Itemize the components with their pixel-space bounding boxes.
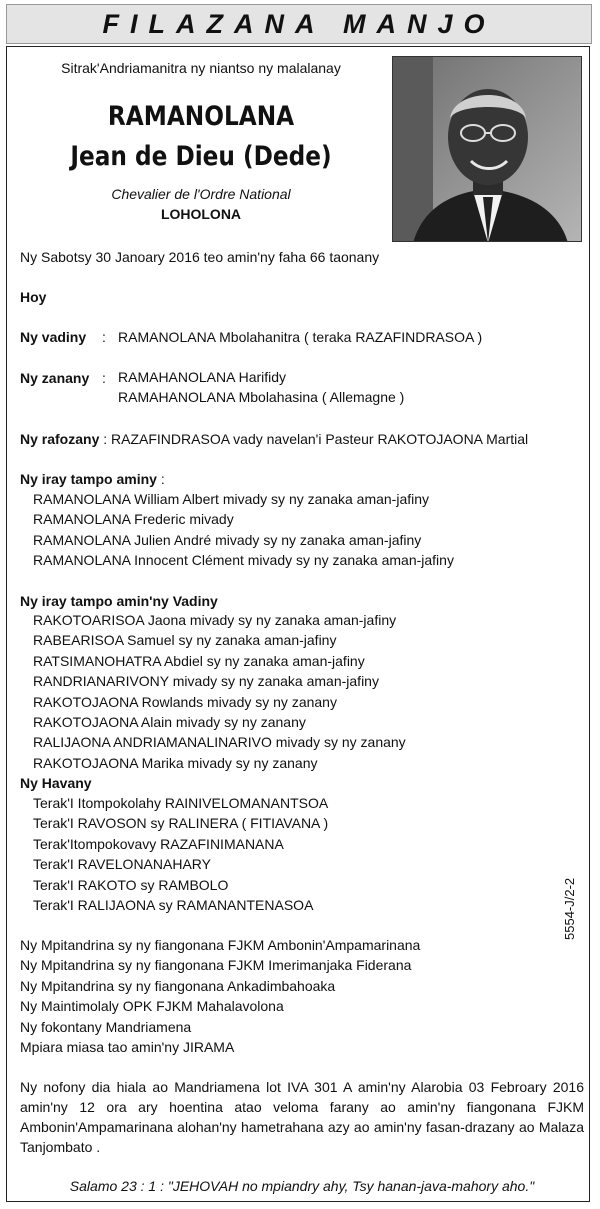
iray-tampo-list [33,489,454,571]
list-item: Terak'I RAVELONANAHARY [33,856,211,873]
list-item: Ny Maintimolaly OPK FJKM Mahalavolona [20,998,284,1015]
list-item: Mpiara miasa tao amin'ny JIRAMA [20,1039,235,1056]
list-item: Terak'Itompokovavy RAZAFINIMANANA [33,835,284,852]
honor-rank: LOHOLONA [160,206,242,222]
deceased-surname: RAMANOLANA [107,101,295,132]
list-item: RANDRIANARIVONY mivady sy ny zanaka aman-jafiny [33,673,379,690]
institutions-list [20,935,420,1057]
list-item: RAKOTOJAONA Marika mivady sy ny zanany [33,754,318,771]
iray-tampo-vadiny-label: Ny iray tampo amin'ny Vadiny [20,593,218,609]
list-item: Ny Mpitandrina sy ny fiangonana Ankadimbahoaka [20,977,336,994]
rafozany-row [20,429,528,449]
list-item: Ny fokontany Mandriamena [20,1018,192,1035]
list-item: Ny Mpitandrina sy ny fiangonana FJKM Imerimanjaka Fiderana [20,957,412,974]
deceased-portrait [392,56,582,242]
list-item: RAKOTOARISOA Jaona mivady sy ny zanaka aman-jafiny [33,612,397,628]
rafozany-value: RAZAFINDRASOA vady navelan'i Pasteur RAKOTOJAONA Martial [111,431,529,447]
reference-code: 5554-J/2-2 [562,877,577,940]
rafozany-label: Ny rafozany [20,431,100,447]
vadiny-value: RAMANOLANA Mbolahanitra ( teraka RAZAFINDRASOA ) [118,329,483,345]
funeral-paragraph: Ny nofony dia hiala ao Mandriamena lot IVA 301 A amin'ny Alarobia 03 Febroary 2016 amin'ny 12 ora ary hoentina atao veloma farany ao amin'ny fiangonana FJKM Ambonin'Ampamarinana alohan'ny hametrahana azy ao amin'ny fasan-drazany ao Malaza Tanjombato . [20,1079,584,1155]
intro-line: Sitrak'Andriamanitra ny niantso ny malalanay [61,60,341,76]
list-item: Terak'I RAVOSON sy RALINERA ( FITIAVANA ) [33,815,329,832]
list-item: Ny Mpitandrina sy ny fiangonana FJKM Ambonin'Ampamarinana [20,937,421,953]
portrait-image [393,57,582,242]
rafozany-separator: : [103,431,108,447]
list-item: RABEARISOA Samuel sy ny zanaka aman-jafiny [33,632,337,649]
iray-tampo-separator: : [156,471,165,487]
list-item: RAMAHANOLANA Mbolahasina ( Allemagne ) [118,389,405,406]
notice-header [6,4,592,44]
list-item: Terak'I Itompokolahy RAINIVELOMANANTSOA [33,795,329,811]
list-item: RALIJAONA ANDRIAMANALINARIVO mivady sy ny zanany [33,734,406,751]
havany-label: Ny Havany [20,775,92,791]
iray-tampo-heading [20,469,165,489]
bible-quote: Salamo 23 : 1 : "JEHOVAH no mpiandry ahy, Tsy hanan-java-mahory aho." [69,1178,535,1194]
hoy-label: Hoy [20,289,47,305]
zanany-label: Ny zanany [20,370,90,386]
honor-title: Chevalier de l'Ordre National [111,186,291,202]
notice-title: FILAZANA MANJO [102,9,496,39]
list-item: RAMAHANOLANA Harifidy [118,369,287,385]
vadiny-separator: : [102,329,106,345]
iray-tampo-label: Ny iray tampo aminy [20,471,157,487]
list-item: RAMANOLANA Innocent Clément mivady sy ny zanaka aman-jafiny [33,552,454,569]
zanany-separator: : [102,370,106,386]
iray-tampo-vadiny-list [33,610,406,773]
deceased-given-name: Jean de Dieu (Dede) [70,141,332,172]
death-line: Ny Sabotsy 30 Janoary 2016 teo amin'ny faha 66 taonany [20,249,380,265]
vadiny-label: Ny vadiny [20,329,87,345]
havany-list [33,793,328,915]
list-item: RAMANOLANA Frederic mivady [33,511,234,528]
list-item: RAMANOLANA Julien André mivady sy ny zanaka aman-jafiny [33,531,422,548]
list-item: RAMANOLANA William Albert mivady sy ny zanaka aman-jafiny [33,491,430,507]
list-item: RAKOTOJAONA Rowlands mivady sy ny zanany [33,693,337,710]
list-item: Terak'I RAKOTO sy RAMBOLO [33,876,229,893]
list-item: RAKOTOJAONA Alain mivady sy ny zanany [33,714,306,731]
list-item: Terak'I RALIJAONA sy RAMANANTENASOA [33,897,314,914]
list-item: RATSIMANOHATRA Abdiel sy ny zanaka aman-jafiny [33,652,365,669]
zanany-list [118,367,404,408]
